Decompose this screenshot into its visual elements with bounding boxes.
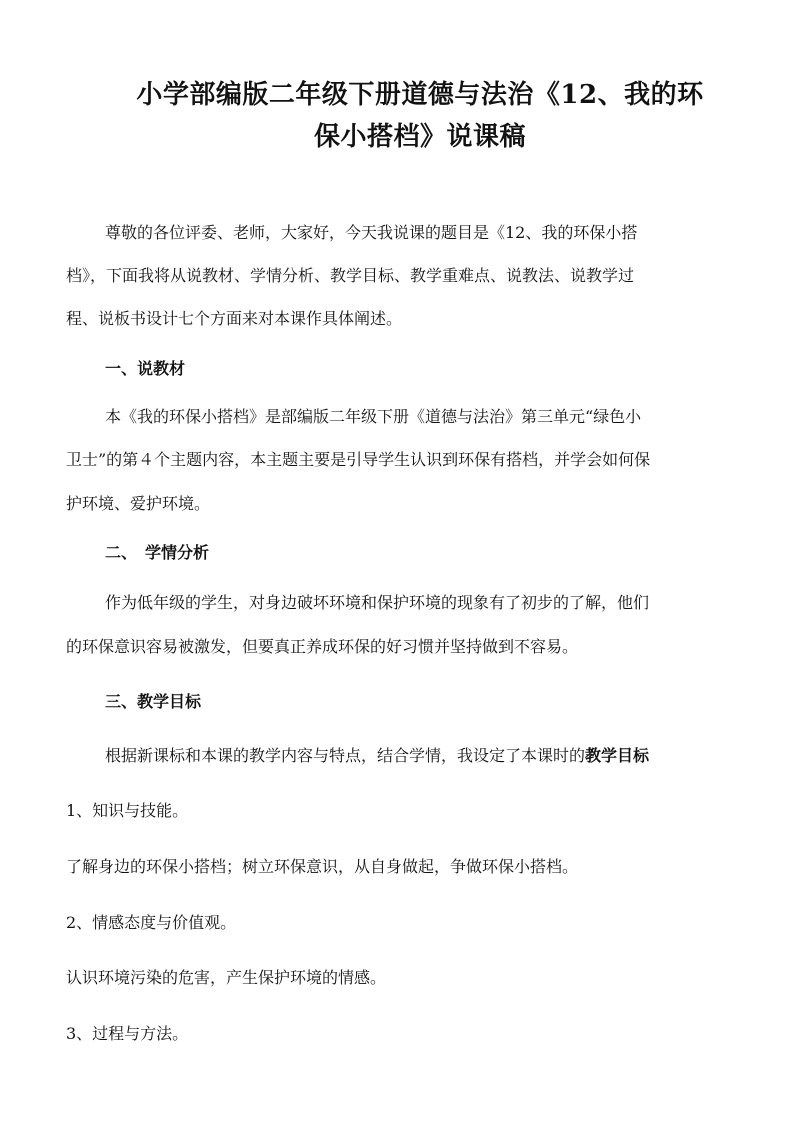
teaching-goals-intro-text: 根据新课标和本课的教学内容与特点，结合学情，我设定了本课时的 [105,746,586,765]
teaching-goals-intro-bold: 教学目标 [585,746,650,765]
student-analysis-line: 的环保意识容易被激发，但要真正养成环保的好习惯并坚持做到不容易。 [66,637,579,656]
title-line-1: 小学部编版二年级下册道德与法治《12、我的环 [136,80,704,110]
goal-item: 3、过程与方法。 [66,1024,189,1043]
textbook-paragraph-line: 本《我的环保小搭档》是部编版二年级下册《道德与法治》第三单元“绿色小 [105,407,642,426]
title-line-2: 保小搭档》说课稿 [313,122,526,152]
intro-paragraph-line: 程、说板书设计七个方面来对本课作具体阐述。 [66,309,403,328]
section-heading-teaching-goals: 三、教学目标 [105,692,202,711]
textbook-paragraph-line: 卫士”的第４个主题内容，本主题主要是引导学生认识到环保有搭档，并学会如何保 [66,450,651,469]
intro-paragraph-line: 档》，下面我将从说教材、学情分析、教学目标、教学重难点、说教法、说教学过 [66,266,635,285]
section-heading-student-analysis: 二、 学情分析 [105,543,210,562]
goal-item: 认识环境污染的危害，产生保护环境的情感。 [66,968,387,987]
goal-item: 2、情感态度与价值观。 [66,913,237,932]
teaching-goals-intro [105,744,649,768]
textbook-paragraph-line: 护环境、爱护环境。 [66,494,211,513]
goal-item: 1、知识与技能。 [66,801,189,820]
section-heading-textbook: 一、说教材 [105,359,186,378]
document-title [100,74,740,158]
goal-item: 了解身边的环保小搭档；树立环保意识，从自身做起，争做环保小搭档。 [66,857,579,876]
student-analysis-line: 作为低年级的学生，对身边破坏环境和保护环境的现象有了初步的了解，他们 [105,593,650,612]
intro-paragraph-line: 尊敬的各位评委、老师，大家好，今天我说课的题目是《12、我的环保小搭 [105,223,638,242]
